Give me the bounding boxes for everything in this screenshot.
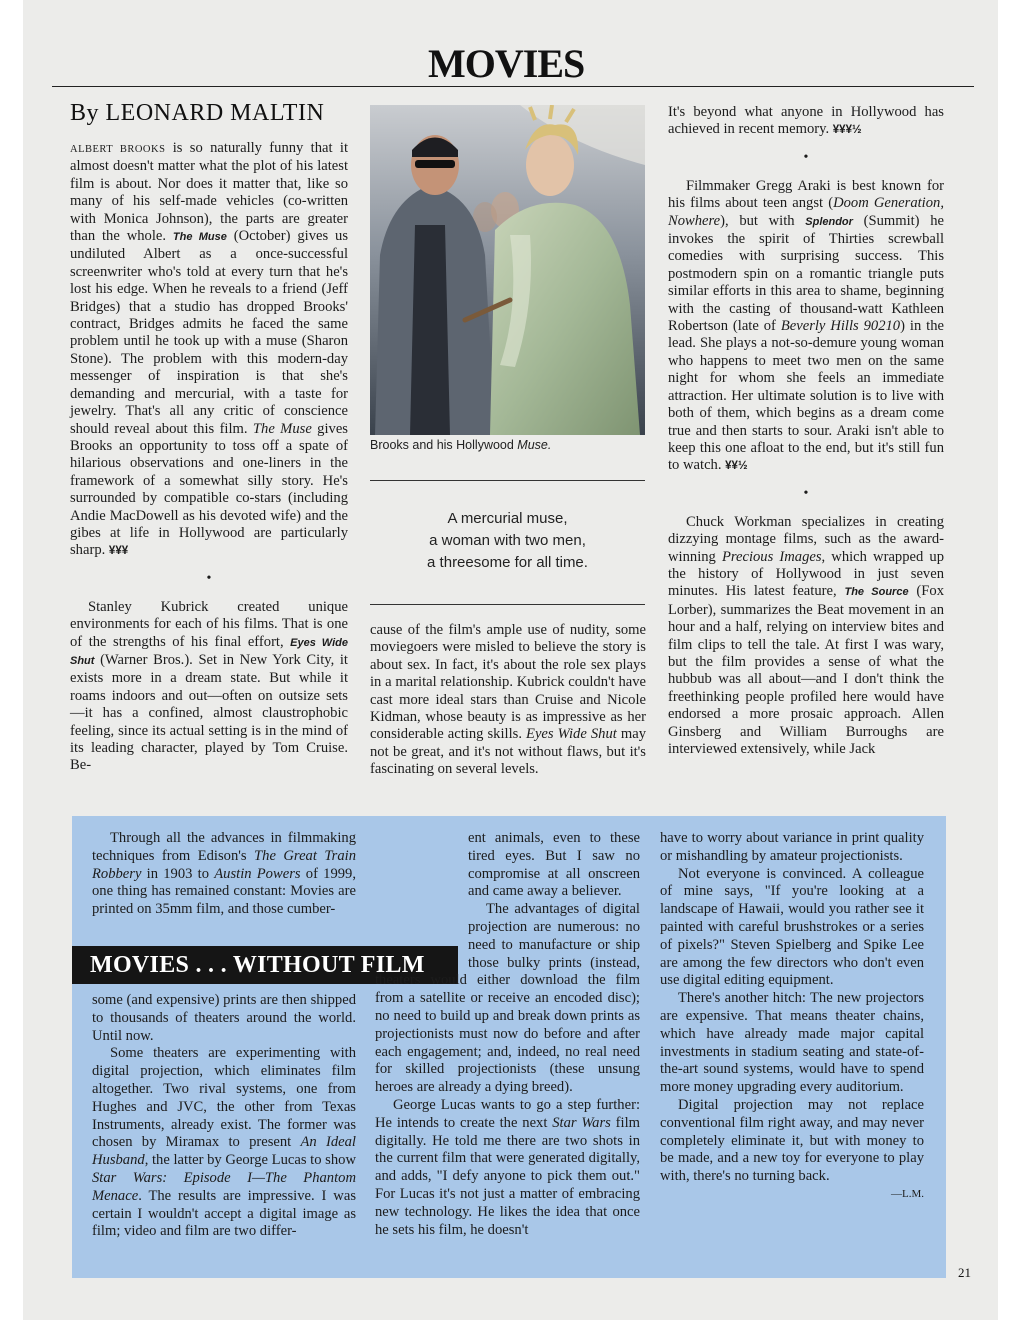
title-rule	[52, 86, 974, 87]
sidebar-column-1-top: Through all the advances in filmmaking techniques from Edison's The Great Train Robbery in 1903 to Austin Powers of 1999, one thing has remained constant: Movies are printed on 35mm film, and those cumber-	[92, 830, 357, 918]
sidebar-heading: MOVIES . . . WITHOUT FILM	[72, 946, 458, 984]
review-eyes-wide-shut-cont: cause of the film's ample use of nudity, some moviegoers were misled to believe the story is about sex. In fact, it's about the role sex plays in a marital relationship. Kubrick couldn't have cast more ideal stars than Cruise and Nicole Kidman, whose beauty is as impressive as her considerable acting skills. Eyes Wide Shut may not be great, and it's not without flaws, but it's fascinating on several levels.	[370, 622, 646, 778]
article-column-3	[668, 104, 944, 758]
section-bullet: •	[803, 485, 809, 501]
review-eyes-wide-shut: Stanley Kubrick created unique environments for each of his films. That is one of the strengths of his final effort, Eyes Wide Shut (Warner Bros.). Set in New York City, it exists more in a dream state. But while it roams indoors and out—often on outsize sets—it has a confined, almost claustrophobic feeling, since its actual setting is in the mind of its leading character, played by Tom Cruise. Be-	[70, 598, 348, 774]
review-muse: ALBERT BROOKS is so naturally funny that it almost doesn't matter what the plot of his latest film is about. Nor does it matter that, like so many of his self-made vehicles (co-written with Monica Johnson), the parts are greater than the whole. The Muse (October) gives us undiluted Albert as a once-successful screenwriter who's told at every turn that he's lost his edge. When he reveals to a friend (Jeff Bridges) that a studio has dropped Brooks' contract, Bridges admits he faced the same problem until he took up with a muse (Sharon Stone). The problem with this modern-day messenger of inspiration is that she's demanding and mercurial, with a taste for jewelry. That's all any critic of conscience should reveal about this film. The Muse gives Brooks an opportunity to toss off a spate of hilarious observations and one-liners in the framework of a somewhat silly story. He's surrounded by compatible co-stars (including Andie MacDowell as his devoted wife) and the gibes at life in Hollywood are particularly sharp. ¥¥¥	[70, 140, 349, 559]
review-splendor: Filmmaker Gregg Araki is best known for his films about teen angst (Doom Generation, Nowhere), but with Splendor (Summit) he invokes the spirit of Thirties screwball comedies with surprising success. This postmodern spin on a romantic triangle puts similar efforts in this area to shame, beginning with the casting of thousand-watt Kathleen Robertson (late of Beverly Hills 90210) in the lead. She plays a not-so-demure young woman who happens to meet two men on the same night for whom she feels an immediate attraction. Her ultimate solution is to live with both of them, which begins as a dream come true and then starts to sour. Araki isn't able to keep this one afloat to the end, but it's still fun to watch. ¥¥½	[668, 177, 944, 474]
review-eyes-wide-shut-end: It's beyond what anyone in Hollywood has achieved in recent memory. ¥¥¥½	[668, 104, 944, 138]
lead-name: ALBERT BROOKS	[70, 144, 166, 155]
article-column-1	[70, 140, 348, 775]
rating: ¥¥¥½	[832, 124, 862, 137]
article-column-2	[370, 622, 646, 779]
film-still-photo	[370, 105, 645, 435]
page-number: 21	[958, 1265, 971, 1280]
rating: ¥¥¥	[108, 545, 129, 558]
section-title: MOVIES	[428, 41, 585, 86]
photo-caption: Brooks and his Hollywood Muse.	[370, 438, 552, 452]
film-title: The Source	[844, 586, 909, 599]
review-the-source: Chuck Workman specializes in creating dizzying montage films, such as the award-winning Precious Images, which wrapped up the history of Hollywood in just seven minutes. His latest feature, The Source (Fox Lorber), summarizes the Beat movement in an hour and a half, relying on interview bites and film clips to tell the tale. At first I was wary, but the film provides a sense of what the hubbub was all about—and I don't think the freethinking people profiled here would have endorsed a more prosaic approach. Allen Ginsberg and William Burroughs are interviewed extensively, while Jack	[668, 513, 944, 757]
pullquote-rule-top	[370, 480, 645, 481]
film-title: Eyes Wide Shut	[70, 636, 348, 667]
film-title: The Muse	[172, 231, 227, 244]
sidebar-column-3: have to worry about variance in print quality or mishandling by amateur projectionists. Not everyone is convinced. A colleague of mine says, "If you're looking at a landscape of Hawaii, would you rather see it painted with careful brushstrokes or a series of pixels?" Steven Spielberg and Spike Lee are among the few directors who don't even use digital editing equipment. There's another hitch: The new projectors are expensive. That means theater chains, which have already made major capital investments in stadium seating and state-of-the-art sound systems, would have to spend more money upgrading every auditorium. Digital projection may not replace conventional film right away, and may never completely eliminate it, but with money to be made, and a new toy for everyone to play with, there's no turning back. —L.M.	[660, 830, 924, 1204]
photo-illustration	[370, 105, 645, 435]
film-title: Splendor	[805, 215, 853, 228]
pullquote-rule-bottom	[370, 604, 645, 605]
rating: ¥¥½	[725, 460, 748, 473]
section-bullet: •	[803, 149, 809, 165]
pullquote: A mercurial muse, a woman with two men, a threesome for all time.	[427, 510, 588, 571]
section-bullet: •	[206, 570, 212, 586]
sidebar-column-2: ent animals, even to these tired eyes. But I saw no compromise at all onscreen and came away a believer. The advantages of digital projection are numerous: no need to manufacture or ship those bulky prints (instead, theaters would either download the film from a satellite or receive an encoded disc); no need to build up and break down prints as projectionists must now do before and after each engagement; and, indeed, no real need for skilled projectionists (these unsung heroes are already a dying breed). George Lucas wants to go a step further: He intends to create the next Star Wars film digitally. He told me there are two shots in the current film that were generated digitally, and adds, "I defy anyone to pick them out." For Lucas it's not just a matter of embracing new technology. He likes the idea that once he sets his film, he doesn't	[375, 830, 640, 1238]
author-initials: —L.M.	[891, 1187, 924, 1200]
heading-wrap-space	[375, 830, 468, 960]
byline: By LEONARD MALTIN	[70, 100, 325, 126]
sidebar-column-1-bottom: some (and expensive) prints are then shipped to thousands of theaters around the world. Until now. Some theaters are experimenting with digital projection, which eliminates film altogether. Two rival systems, one from Hughes and JVC, the other from Texas Instruments, already exist. The former was chosen by Miramax to present An Ideal Husband, the latter by George Lucas to show Star Wars: Episode I—The Phantom Menace. The results are impressive. I was certain I wouldn't accept a digital image as film; video and film are two differ-	[92, 992, 356, 1240]
